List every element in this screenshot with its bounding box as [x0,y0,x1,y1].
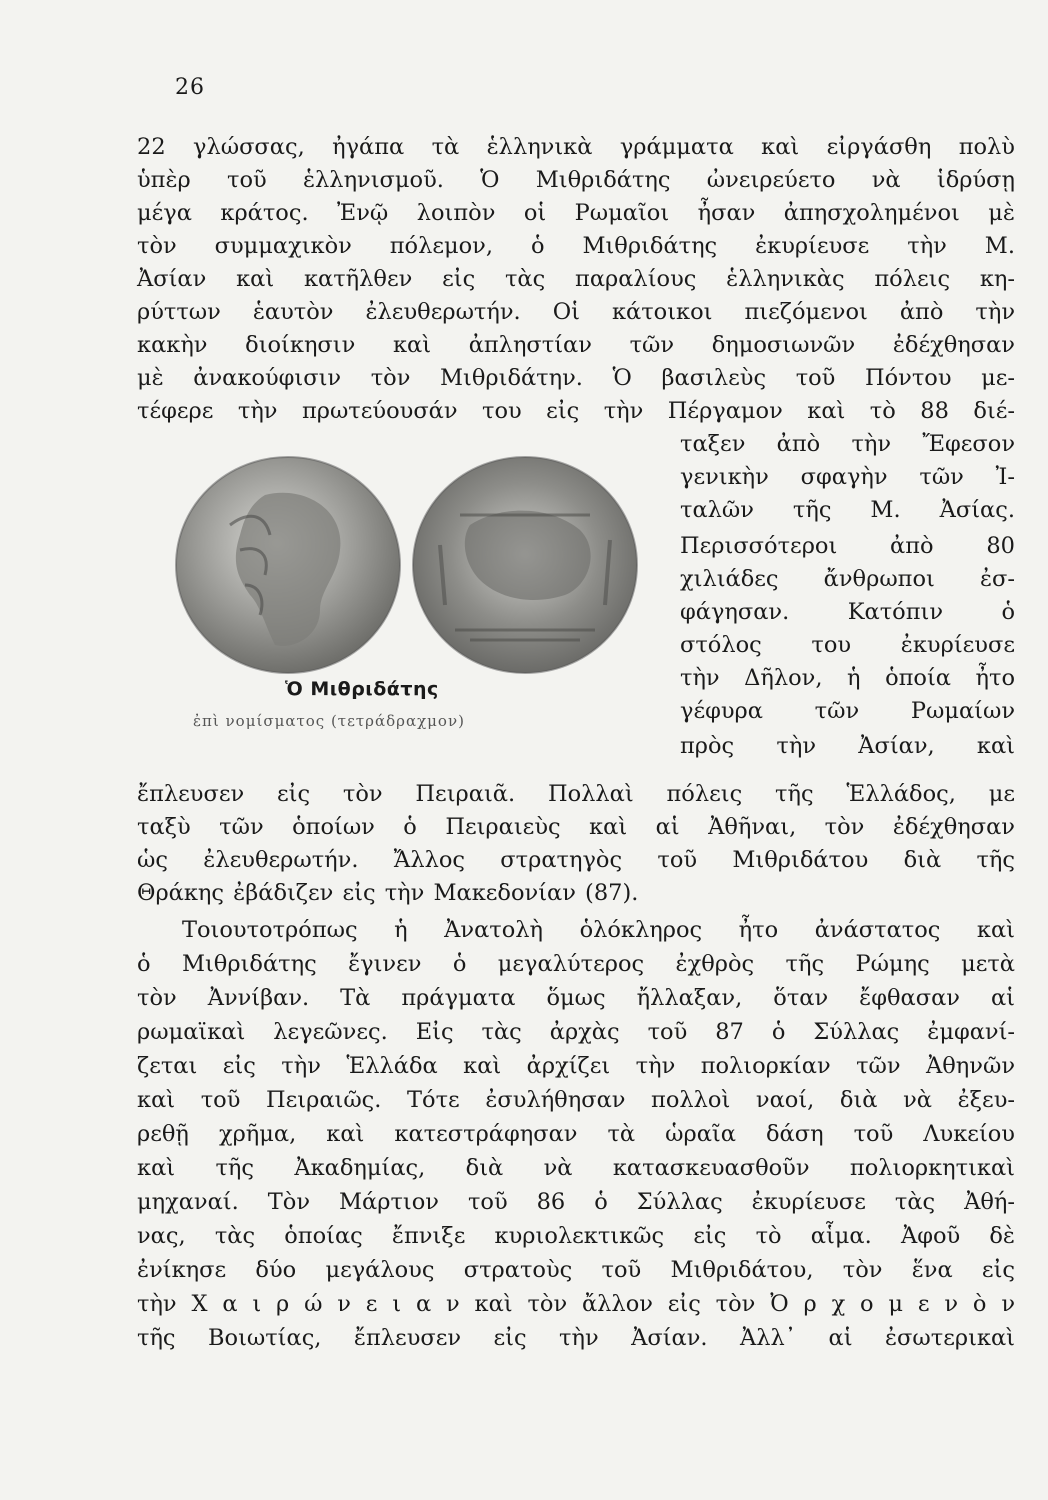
text-line: Θράκης ἐβάδιζεν εἰς τὴν Μακεδονίαν (87). [137,880,639,906]
coin-reverse [413,457,637,673]
text-line: ρωμαϊκαὶ λεγεῶνες. Εἰς τὰς ἀρχὰς τοῦ 87 ὁ Σύλλας ἐμφανί- [137,1019,1015,1045]
text-line: ὁ Μιθριδάτης ἔγινεν ὁ μεγαλύτερος ἐχθρὸς τῆς Ρώμης μετὰ [137,951,1015,977]
text-line: Τοιουτοτρόπως ἡ Ἀνατολὴ ὁλόκληρος ἦτο ἀνάστατος καὶ [182,917,1015,943]
text-line: καὶ τοῦ Πειραιῶς. Τότε ἐσυλήθησαν πολλοὶ ναοί, διὰ νὰ ἐξευ- [137,1087,1015,1113]
text-line: Περισσότεροι ἀπὸ 80 [680,533,1015,559]
text-line: ὡς ἐλευθερωτήν. Ἄλλος στρατηγὸς τοῦ Μιθριδάτου διὰ τῆς [137,847,1015,873]
text-line: ρεθῇ χρῆμα, καὶ κατεστράφησαν τὰ ὡραῖα δάση τοῦ Λυκείου [137,1121,1015,1147]
text-line: νας, τὰς ὁποίας ἔπνιξε κυριολεκτικῶς εἰς τὸ αἷμα. Ἀφοῦ δὲ [137,1223,1015,1249]
text-line: τῆς Βοιωτίας, ἔπλευσεν εἰς τὴν Ἀσίαν. Ἀλλ᾽ αἱ ἐσωτερικαὶ [137,1325,1015,1351]
coin-obverse [176,457,400,673]
text-line: γενικὴν σφαγὴν τῶν Ἰ- [680,464,1015,490]
text-line: ταξεν ἀπὸ τὴν Ἔφεσον [680,431,1015,457]
coin-figure [170,455,660,685]
text-line: ἔπλευσεν εἰς τὸν Πειραιᾶ. Πολλαὶ πόλεις τῆς Ἑλλάδος, με [137,781,1015,807]
text-line: καὶ τῆς Ἀκαδημίας, διὰ νὰ κατασκευασθοῦν πολιορκητικαὶ [137,1155,1015,1181]
text-line: τὸν συμμαχικὸν πόλεμον, ὁ Μιθριδάτης ἐκυρίευσε τὴν Μ. [137,233,1015,259]
text-line: Ἀσίαν καὶ κατῆλθεν εἰς τὰς παραλίους ἑλληνικὰς πόλεις κη- [137,266,1015,292]
text-line: κακὴν διοίκησιν καὶ ἀπληστίαν τῶν δημοσιωνῶν ἐδέχθησαν [137,332,1015,358]
text-line: τὴν Χ α ι ρ ώ ν ε ι α ν καὶ τὸν ἄλλον εἰς τὸν Ὀ ρ χ ο μ ε ν ὸ ν [137,1291,1015,1317]
text-line: 22 γλώσσας, ἠγάπα τὰ ἑλληνικὰ γράμματα καὶ εἰργάσθη πολὺ [137,134,1015,160]
figure-caption-subtitle: ἐπὶ νομίσματος (τετράδραχμον) [193,712,465,730]
figure-caption-title: Ὁ Μιθριδάτης [285,678,439,700]
text-line: ταξὺ τῶν ὁποίων ὁ Πειραιεὺς καὶ αἱ Ἀθῆναι, τὸν ἐδέχθησαν [137,814,1015,840]
text-line: χιλιάδες ἄνθρωποι ἐσ- [680,566,1015,592]
text-line: μὲ ἀνακούφισιν τὸν Μιθριδάτην. Ὁ βασιλεὺς τοῦ Πόντου με- [137,365,1015,391]
page-number: 26 [175,75,205,100]
text-line: γέφυρα τῶν Ρωμαίων [680,698,1015,724]
text-line: ρύττων ἑαυτὸν ἐλευθερωτήν. Οἱ κάτοικοι πιεζόμενοι ἀπὸ τὴν [137,299,1015,325]
text-line: μηχαναί. Τὸν Μάρτιον τοῦ 86 ὁ Σύλλας ἐκυρίευσε τὰς Ἀθή- [137,1189,1015,1215]
text-line: ἐνίκησε δύο μεγάλους στρατοὺς τοῦ Μιθριδάτου, τὸν ἕνα εἰς [137,1257,1015,1283]
text-line: ταλῶν τῆς Μ. Ἀσίας. [680,497,1015,523]
text-line: φάγησαν. Κατόπιν ὁ [680,599,1015,625]
text-line: τέφερε τὴν πρωτεύουσάν του εἰς τὴν Πέργαμον καὶ τὸ 88 διέ- [137,398,1015,424]
text-line: μέγα κράτος. Ἐνῷ λοιπὸν οἱ Ρωμαῖοι ἦσαν ἀπησχολημένοι μὲ [137,200,1015,226]
text-line: τὸν Ἀννίβαν. Τὰ πράγματα ὅμως ἤλλαξαν, ὅταν ἔφθασαν αἱ [137,985,1015,1011]
text-line: ὑπὲρ τοῦ ἑλληνισμοῦ. Ὁ Μιθριδάτης ὠνειρεύετο νὰ ἱδρύσῃ [137,167,1015,193]
text-line: στόλος του ἐκυρίευσε [680,632,1015,658]
text-line: ζεται εἰς τὴν Ἑλλάδα καὶ ἀρχίζει τὴν πολιορκίαν τῶν Ἀθηνῶν [137,1053,1015,1079]
text-line: τὴν Δῆλον, ἡ ὁποία ἦτο [680,665,1015,691]
text-line: πρὸς τὴν Ἀσίαν, καὶ [680,733,1015,759]
